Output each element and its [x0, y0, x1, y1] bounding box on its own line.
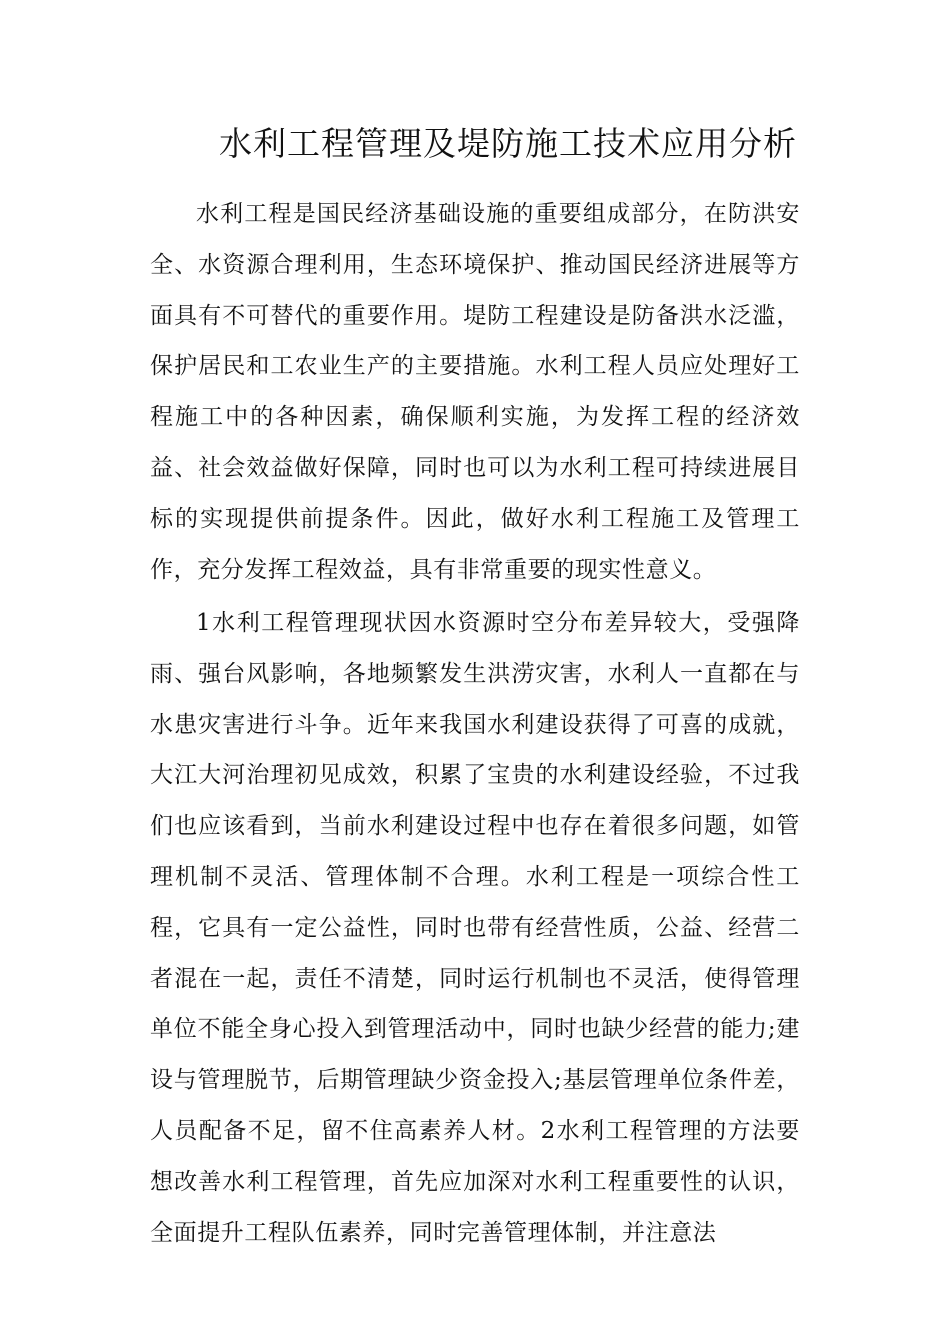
body-paragraph-1: 水利工程是国民经济基础设施的重要组成部分，在防洪安全、水资源合理利用，生态环境保护、推动国民经济进展等方面具有不可替代的重要作用。堤防工程建设是防备洪水泛滥，保护居民和工农业生产的主要措施。水利工程人员应处理好工程施工中的各种因素，确保顺利实施，为发挥工程的经济效益、社会效益做好保障，同时也可以为水利工程可持续进展目标的实现提供前提条件。因此，做好水利工程施工及管理工作，充分发挥工程效益，具有非常重要的现实性意义。	[150, 201, 800, 583]
body-paragraph-2: 1水利工程管理现状因水资源时空分布差异较大，受强降雨、强台风影响，各地频繁发生洪涝灾害，水利人一直都在与水患灾害进行斗争。近年来我国水利建设获得了可喜的成就，大江大河治理初见成效，积累了宝贵的水利建设经验，不过我们也应该看到，当前水利建设过程中也存在着很多问题，如管理机制不灵活、管理体制不合理。水利工程是一项综合性工程，它具有一定公益性，同时也带有经营性质，公益、经营二者混在一起，责任不清楚，同时运行机制也不灵活，使得管理单位不能全身心投入到管理活动中，同时也缺少经营的能力;建设与管理脱节，后期管理缺少资金投入;基层管理单位条件差，人员配备不足，留不住高素养人材。2水利工程管理的方法要想改善水利工程管理，首先应加深对水利工程重要性的认识，全面提升工程队伍素养，同时完善管理体制，并注意法	[150, 610, 800, 1246]
document-title: 水利工程管理及堤防施工技术应用分析	[219, 124, 797, 163]
